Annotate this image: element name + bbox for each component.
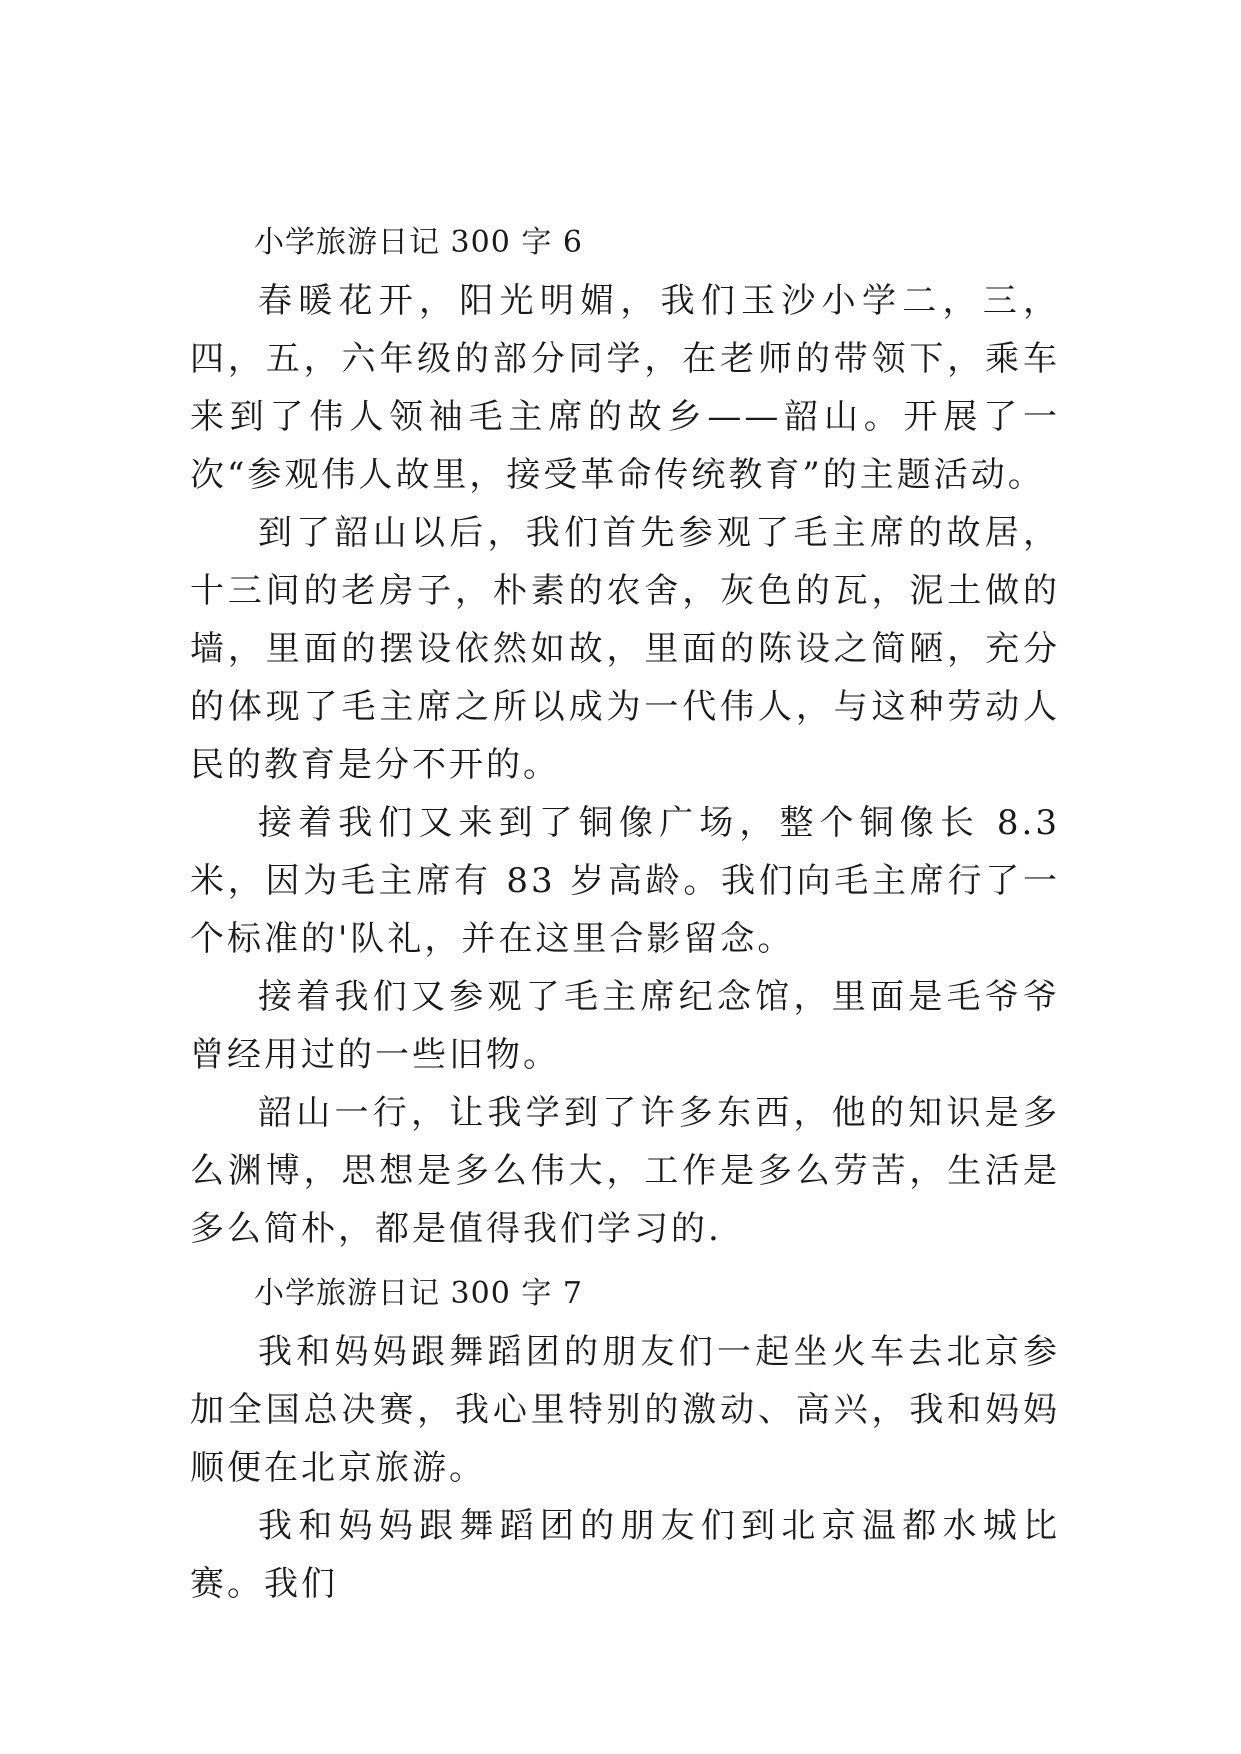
- paragraph: 我和妈妈跟舞蹈团的朋友们一起坐火车去北京参加全国总决赛，我心里特别的激动、高兴，我和妈妈顺便在北京旅游。: [190, 1332, 1060, 1488]
- paragraph: 接着我们又参观了毛主席纪念馆，里面是毛爷爷曾经用过的一些旧物。: [190, 977, 1060, 1075]
- section-heading: 小学旅游日记 300 字 7: [254, 1276, 583, 1311]
- section-heading: 小学旅游日记 300 字 6: [254, 225, 583, 260]
- paragraph: 接着我们又来到了铜像广场，整个铜像长 8.3 米，因为毛主席有 83 岁高龄。我们向毛主席行了一个标准的'队礼，并在这里合影留念。: [190, 803, 1060, 959]
- paragraph: 韶山一行，让我学到了许多东西，他的知识是多么渊博，思想是多么伟大，工作是多么劳苦，生活是多么简朴，都是值得我们学习的.: [190, 1093, 1060, 1249]
- diary-section-7: [190, 1265, 1060, 1613]
- paragraph: 到了韶山以后，我们首先参观了毛主席的故居，十三间的老房子，朴素的农舍，灰色的瓦，泥土做的墙，里面的摆设依然如故，里面的陈设之简陋，充分的体现了毛主席之所以成为一代伟人，与这种劳动人民的教育是分不开的。: [190, 513, 1060, 785]
- diary-section-6: [190, 214, 1060, 1258]
- paragraph: 春暖花开，阳光明媚，我们玉沙小学二，三，四，五，六年级的部分同学，在老师的带领下，乘车来到了伟人领袖毛主席的故乡——韶山。开展了一次“参观伟人故里，接受革命传统教育”的主题活动。: [190, 281, 1060, 495]
- paragraph: 我和妈妈跟舞蹈团的朋友们到北京温都水城比赛。我们: [190, 1506, 1060, 1604]
